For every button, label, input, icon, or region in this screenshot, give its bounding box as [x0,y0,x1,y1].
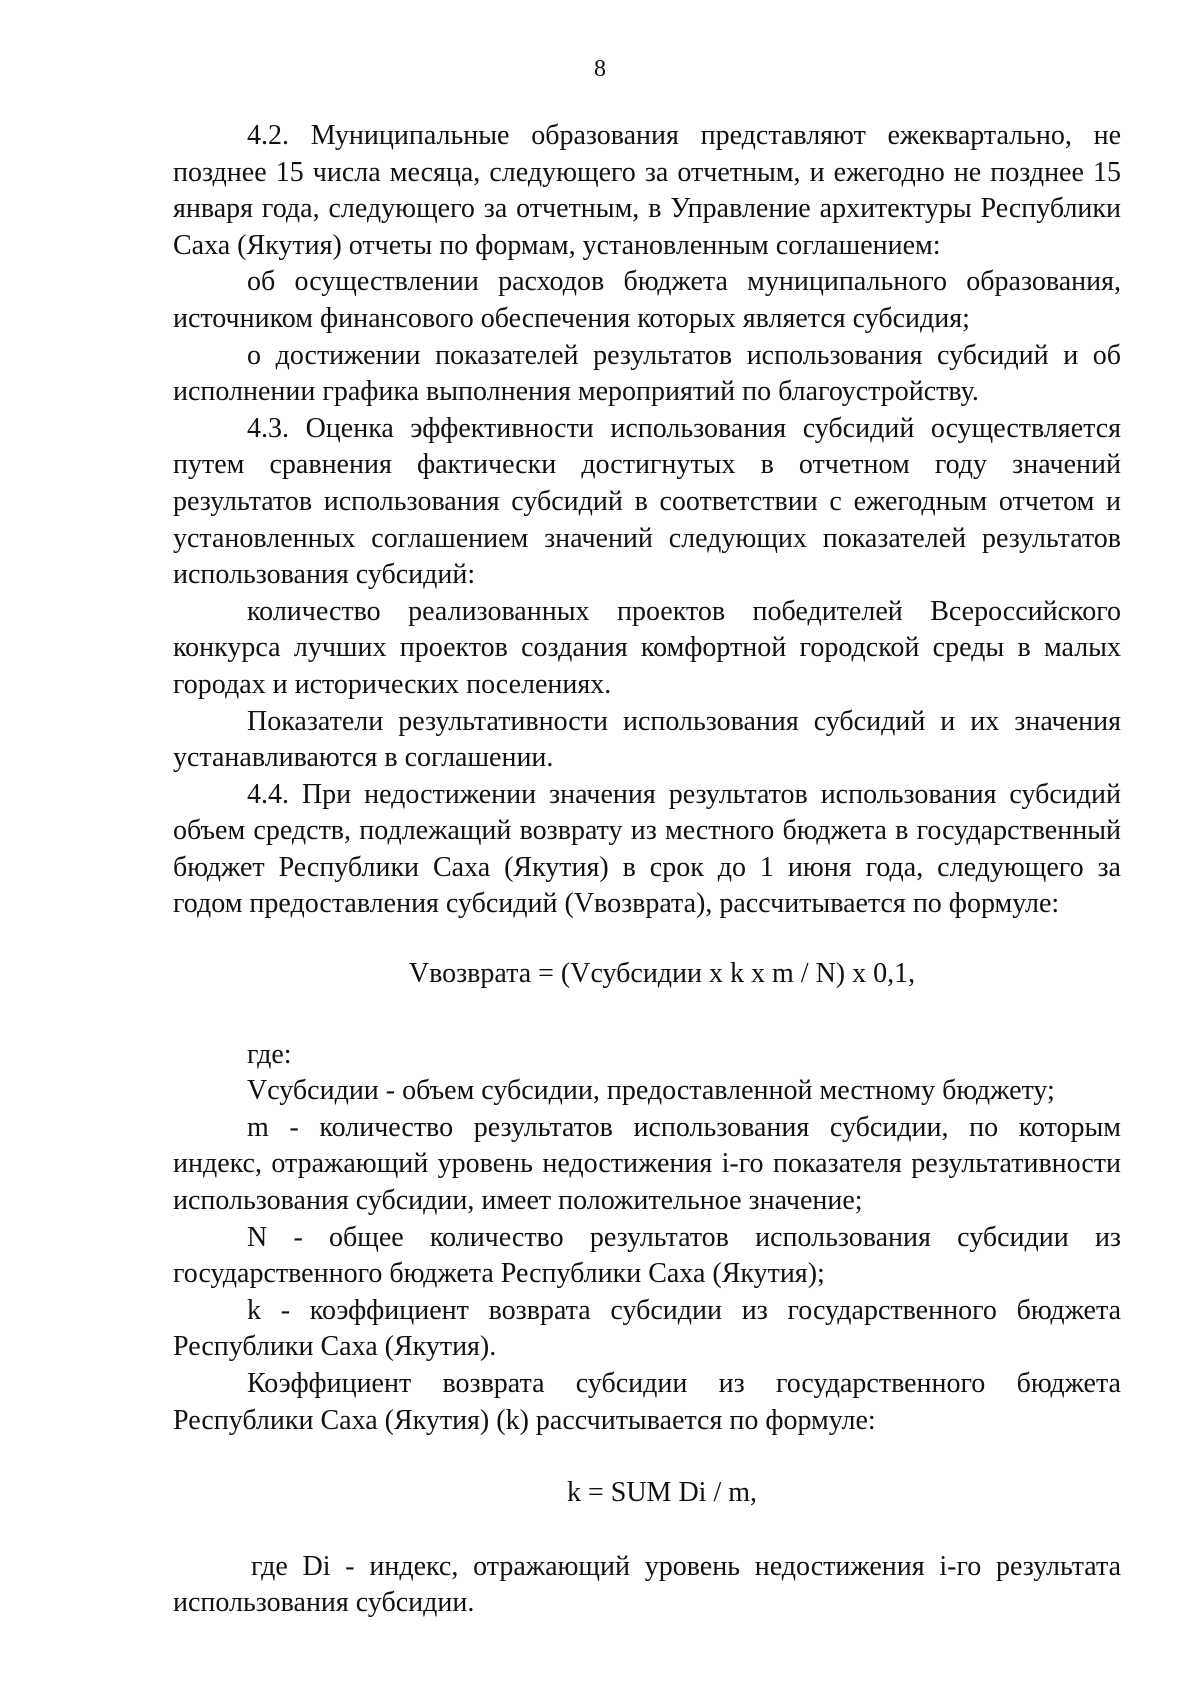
paragraph-indicators-report: о достижении показателей результатов использования субсидий и об исполнении графика выполнения мероприятий по благоустройству. [173,339,1121,408]
where-label: где: [247,1038,292,1070]
definition-n: N - общее количество результатов использования субсидии из государственного бюджета Республики Саха (Якутия); [173,1221,1121,1290]
definition-k: k - коэффициент возврата субсидии из государственного бюджета Республики Саха (Якутия). [173,1294,1121,1363]
paragraph-4-3: 4.3. Оценка эффективности использования субсидий осуществляется путем сравнения фактически достигнутых в отчетном году значений результатов использования субсидий в соответствии с ежегодным отчетом и установленных соглашением значений следующих показателей результатов использования субсидий: [173,412,1121,591]
definition-v-subsidy: Vсубсидии - объем субсидии, предоставленной местному бюджету; [247,1075,1055,1107]
paragraph-4-4: 4.4. При недостижении значения результатов использования субсидий объем средств, подлежащий возврату из местного бюджета в государственный бюджет Республики Саха (Якутия) в срок до 1 июня года, следующего за годом предоставления субсидий (Vвозврата), рассчитывается по формуле: [173,778,1121,920]
page-number: 8 [594,56,606,82]
definition-di: где Di - индекс, отражающий уровень недостижения i-го результата использования субсидии. [173,1550,1121,1619]
paragraph-projects-count: количество реализованных проектов победителей Всероссийского конкурса лучших проектов создания комфортной городской среды в малых городах и исторических поселениях. [173,595,1121,700]
paragraph-4-2: 4.2. Муниципальные образования представляют ежеквартально, не позднее 15 числа месяца, следующего за отчетным, и ежегодно не позднее 15 января года, следующего за отчетным, в Управление архитектуры Республики Саха (Якутия) отчеты по формам, установленным соглашением: [173,120,1121,261]
document-body [173,118,1121,1622]
definition-m: m - количество результатов использования субсидии, по которым индекс, отражающий уровень недостижения i-го показателя результативности использования субсидии, имеет положительное значение; [173,1111,1121,1217]
paragraph-expenses-report: об осуществлении расходов бюджета муниципального образования, источником финансового обеспечения которых является субсидия; [173,266,1121,334]
paragraph-indicators-values: Показатели результативности использования субсидий и их значения устанавливаются в соглашении. [173,705,1121,774]
formula-coefficient: k = SUM Di / m, [566,1477,758,1509]
formula-return-volume: Vвозврата = (Vсубсидии x k x m / N) x 0,1, [408,958,916,990]
paragraph-coefficient: Коэффициент возврата субсидии из государственного бюджета Республики Саха (Якутия) (k) рассчитывается по формуле: [173,1368,1121,1436]
